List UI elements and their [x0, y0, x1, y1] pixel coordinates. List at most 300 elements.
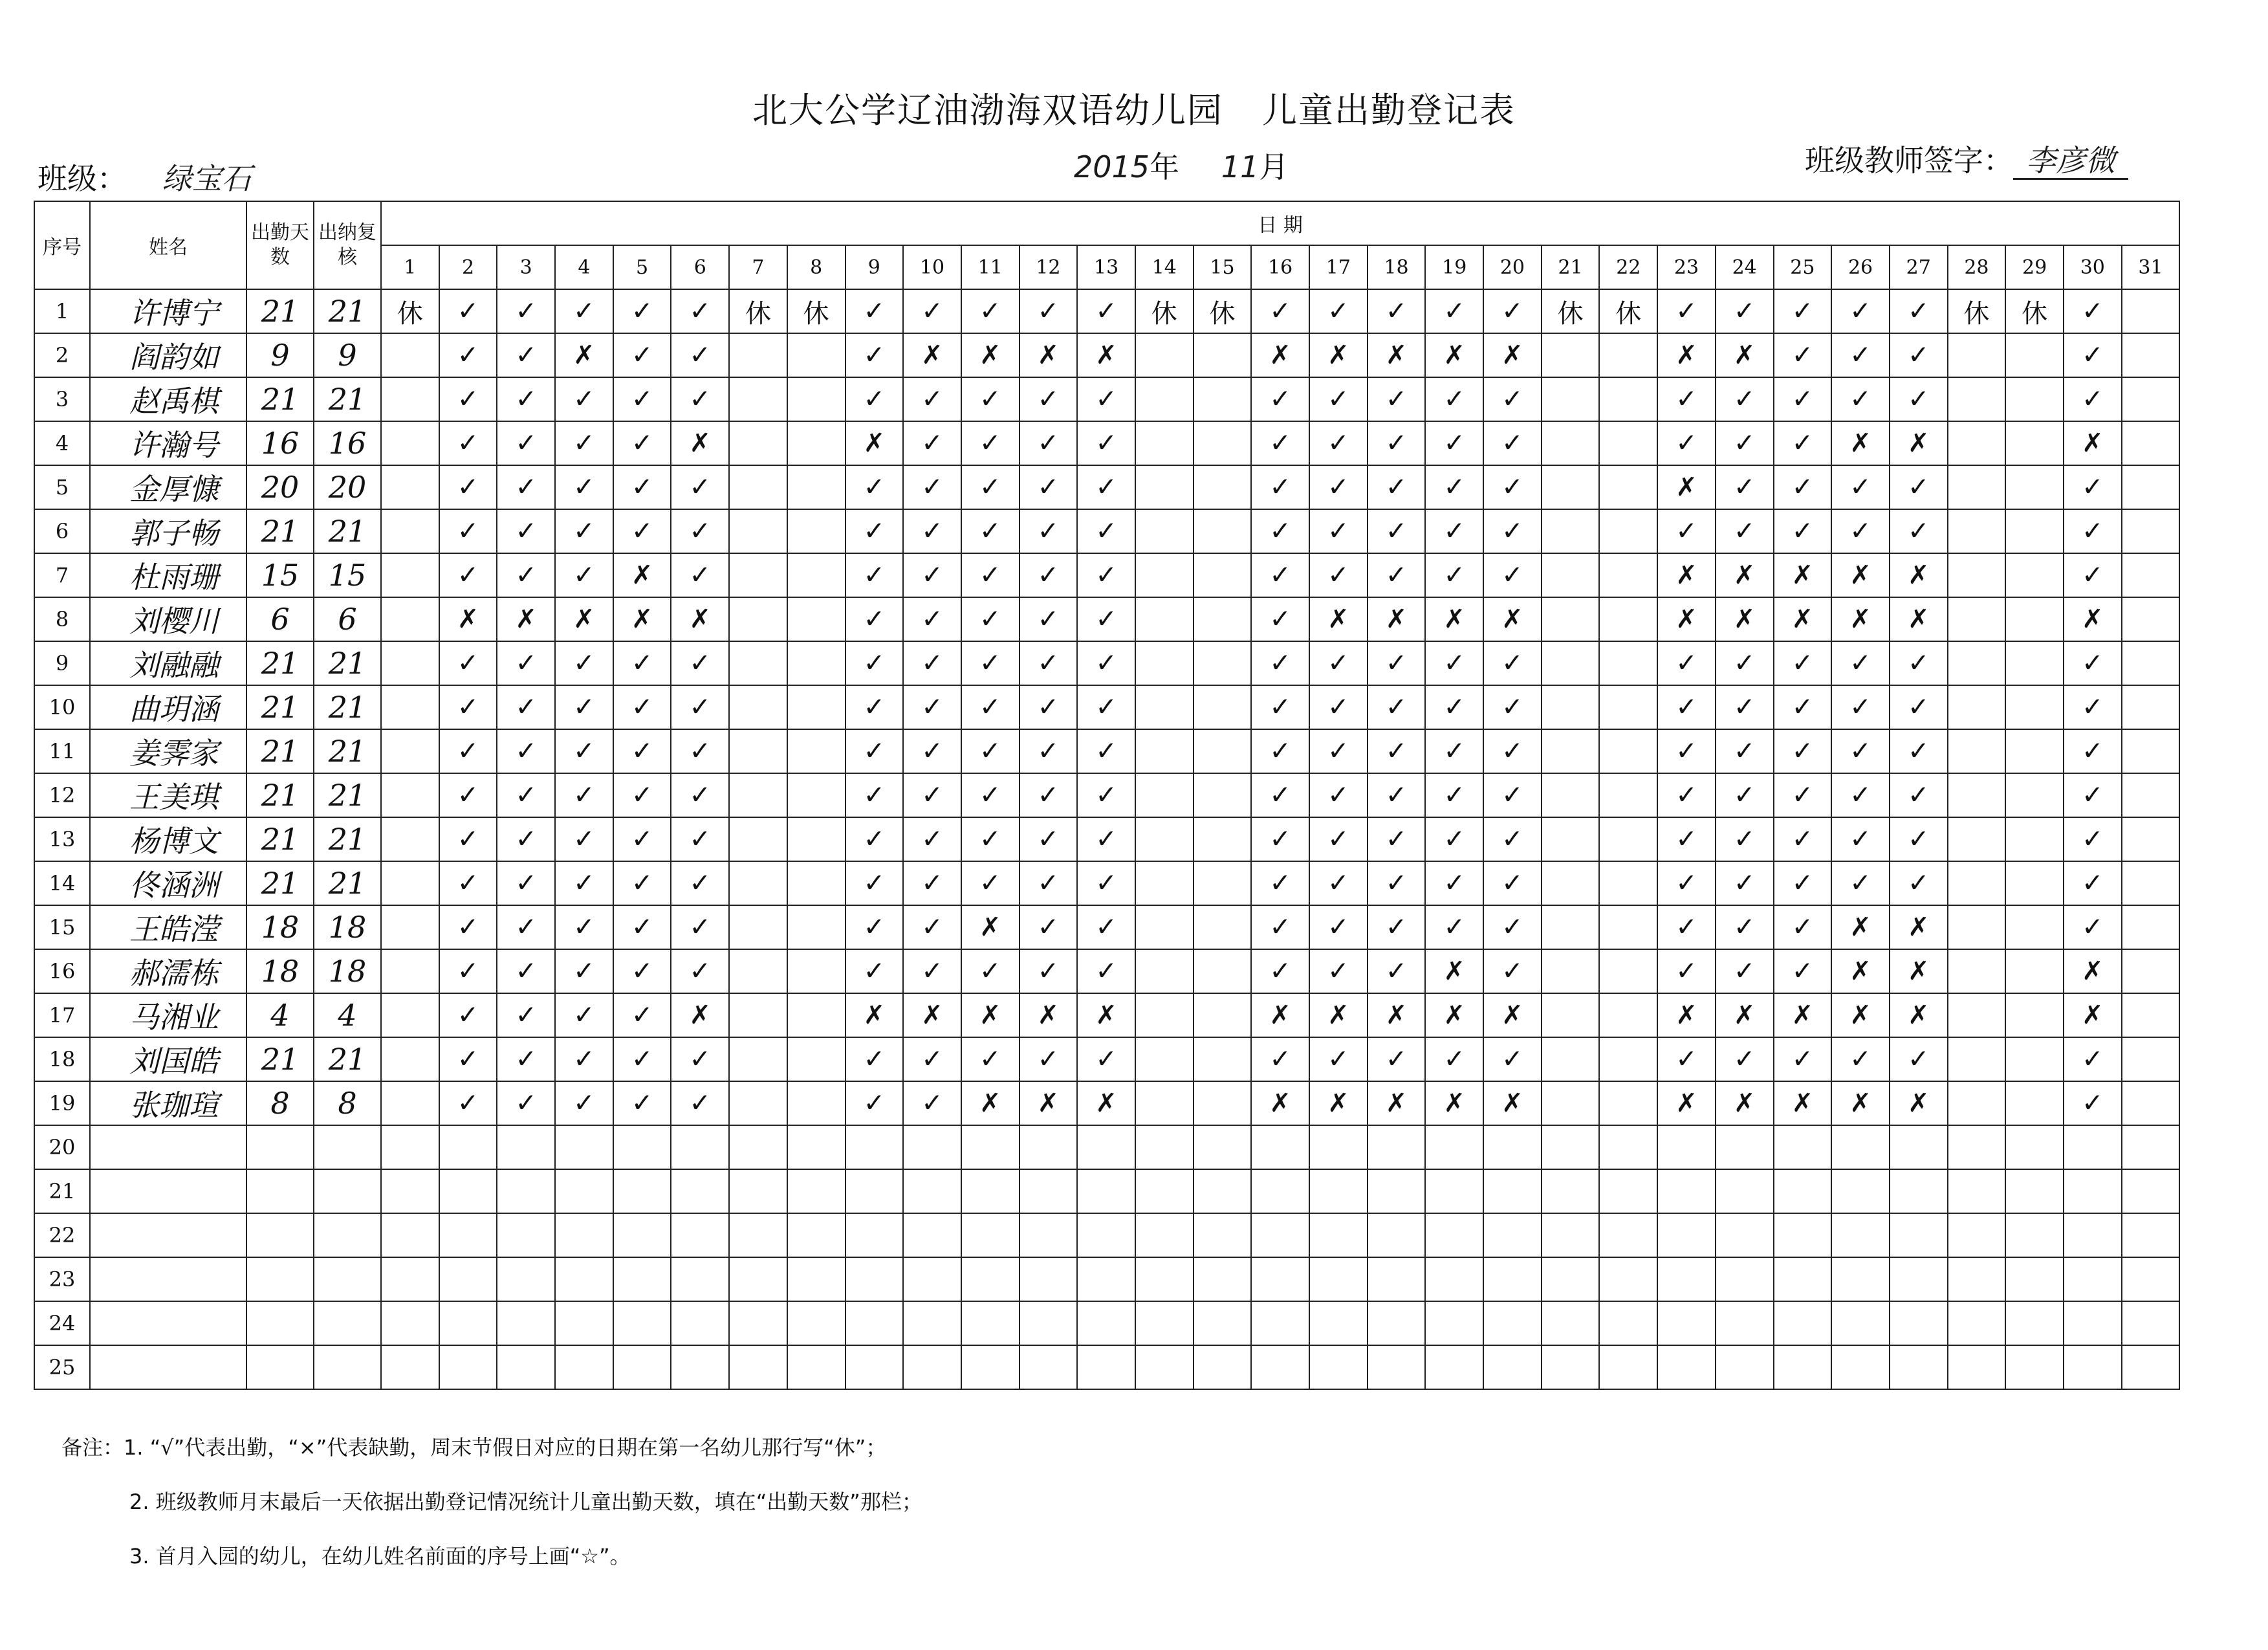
attendance-mark [1831, 1125, 1890, 1169]
attendance-mark [1251, 1345, 1309, 1389]
attendance-mark [1599, 905, 1657, 949]
attendance-mark: ✓ [671, 729, 729, 773]
attendance-mark: ✓ [1020, 377, 1078, 421]
attendance-mark: ✓ [1425, 465, 1483, 509]
row-seq: 13 [34, 817, 90, 861]
attendance-mark [2064, 1301, 2122, 1345]
attendance-mark: ✓ [1483, 773, 1542, 817]
attendance-mark [1542, 905, 1600, 949]
attendance-mark [2005, 1125, 2064, 1169]
attendance-days: 4 [246, 993, 314, 1037]
attendance-mark: ✓ [1077, 773, 1135, 817]
attendance-mark [1194, 641, 1252, 685]
attendance-mark: ✓ [555, 905, 613, 949]
attendance-mark: ✓ [1890, 773, 1948, 817]
attendance-mark [1194, 773, 1252, 817]
attendance-mark [1135, 509, 1194, 553]
attendance-mark [1368, 1345, 1426, 1389]
attendance-mark: ✓ [613, 685, 671, 729]
attendance-mark: ✓ [1425, 1037, 1483, 1081]
attendance-mark [787, 641, 845, 685]
attendance-mark: ✓ [1425, 685, 1483, 729]
row-seq: 6 [34, 509, 90, 553]
attendance-mark: ✓ [497, 509, 555, 553]
row-seq: 18 [34, 1037, 90, 1081]
attendance-mark [729, 729, 787, 773]
day-header: 24 [1716, 245, 1774, 289]
attendance-mark [1948, 377, 2006, 421]
attendance-mark [1077, 1169, 1135, 1213]
attendance-mark: ✗ [1657, 465, 1716, 509]
attendance-mark [1135, 465, 1194, 509]
attendance-mark: ✓ [903, 773, 961, 817]
child-name: 刘樱川 [90, 597, 246, 641]
attendance-mark [1542, 1345, 1600, 1389]
attendance-mark [2005, 685, 2064, 729]
attendance-mark [1542, 1125, 1600, 1169]
attendance-mark: ✓ [1368, 465, 1426, 509]
attendance-mark: ✓ [903, 289, 961, 333]
attendance-days: 9 [246, 333, 314, 377]
attendance-mark [2005, 1213, 2064, 1257]
attendance-mark [1948, 905, 2006, 949]
attendance-mark: ✓ [497, 377, 555, 421]
attendance-mark: ✓ [1309, 905, 1368, 949]
attendance-mark: ✓ [845, 597, 904, 641]
attendance-mark [729, 1037, 787, 1081]
attendance-mark [381, 1345, 439, 1389]
attendance-mark: ✓ [1831, 465, 1890, 509]
attendance-mark [497, 1301, 555, 1345]
attendance-mark [439, 1125, 497, 1169]
review-count: 20 [314, 465, 381, 509]
attendance-mark: ✓ [1774, 1037, 1832, 1081]
attendance-mark: ✓ [903, 949, 961, 993]
attendance-mark [2064, 1213, 2122, 1257]
attendance-mark: ✓ [555, 817, 613, 861]
attendance-mark [381, 1081, 439, 1125]
attendance-mark: ✓ [497, 993, 555, 1037]
attendance-mark [1948, 641, 2006, 685]
attendance-mark: ✓ [1890, 509, 1948, 553]
attendance-mark [1599, 685, 1657, 729]
attendance-mark: ✓ [845, 1037, 904, 1081]
attendance-mark: ✓ [1425, 773, 1483, 817]
attendance-mark: ✓ [1309, 729, 1368, 773]
attendance-mark: ✓ [671, 773, 729, 817]
attendance-mark: ✓ [497, 861, 555, 905]
review-count [314, 1169, 381, 1213]
attendance-mark: ✓ [1309, 377, 1368, 421]
row-seq: 20 [34, 1125, 90, 1169]
attendance-mark [1890, 1301, 1948, 1345]
attendance-mark: ✗ [1657, 553, 1716, 597]
attendance-mark: ✓ [613, 729, 671, 773]
attendance-mark: ✓ [1774, 377, 1832, 421]
day-header: 22 [1599, 245, 1657, 289]
attendance-mark [1542, 685, 1600, 729]
attendance-mark: ✓ [1368, 641, 1426, 685]
attendance-mark [1657, 1257, 1716, 1301]
attendance-mark: ✗ [1774, 1081, 1832, 1125]
attendance-mark [671, 1301, 729, 1345]
review-count: 21 [314, 1037, 381, 1081]
attendance-mark [2005, 1345, 2064, 1389]
attendance-mark [1657, 1345, 1716, 1389]
row-seq: 8 [34, 597, 90, 641]
attendance-mark [787, 1213, 845, 1257]
attendance-mark: ✓ [845, 377, 904, 421]
attendance-mark [1135, 1345, 1194, 1389]
attendance-mark: ✗ [1831, 905, 1890, 949]
attendance-mark: ✓ [961, 465, 1020, 509]
row-seq: 4 [34, 421, 90, 465]
month-value: 11 [1221, 149, 1259, 184]
attendance-mark: ✓ [903, 553, 961, 597]
attendance-mark [381, 465, 439, 509]
attendance-mark: ✓ [1251, 817, 1309, 861]
attendance-mark: ✓ [845, 465, 904, 509]
attendance-mark: ✓ [439, 773, 497, 817]
attendance-mark: ✓ [1483, 421, 1542, 465]
attendance-mark: ✓ [1890, 465, 1948, 509]
form-name: 儿童出勤登记表 [1262, 90, 1516, 131]
attendance-mark [1716, 1125, 1774, 1169]
attendance-mark [1194, 861, 1252, 905]
attendance-mark: ✓ [1890, 333, 1948, 377]
attendance-mark [1716, 1169, 1774, 1213]
attendance-mark [1309, 1125, 1368, 1169]
attendance-days: 21 [246, 1037, 314, 1081]
attendance-mark [903, 1169, 961, 1213]
attendance-mark [2122, 1257, 2180, 1301]
attendance-mark: ✓ [1309, 509, 1368, 553]
attendance-mark: ✓ [903, 729, 961, 773]
attendance-mark [1135, 1169, 1194, 1213]
attendance-mark: ✓ [2064, 1081, 2122, 1125]
attendance-mark: ✗ [1716, 333, 1774, 377]
date-header: 日 期 [381, 201, 2179, 245]
attendance-mark [671, 1345, 729, 1389]
attendance-mark [1135, 1213, 1194, 1257]
attendance-mark: ✓ [1368, 553, 1426, 597]
day-header: 2 [439, 245, 497, 289]
child-name: 杨博文 [90, 817, 246, 861]
child-name: 阎韵如 [90, 333, 246, 377]
attendance-mark: ✓ [845, 817, 904, 861]
attendance-mark: ✓ [2064, 817, 2122, 861]
attendance-mark: ✓ [613, 641, 671, 685]
attendance-mark: ✗ [1483, 993, 1542, 1037]
attendance-mark [1948, 817, 2006, 861]
attendance-mark [1948, 861, 2006, 905]
attendance-mark: ✓ [671, 641, 729, 685]
attendance-mark: ✓ [439, 509, 497, 553]
attendance-mark: ✓ [1483, 861, 1542, 905]
attendance-mark: ✓ [1251, 905, 1309, 949]
attendance-mark: 休 [729, 289, 787, 333]
attendance-mark: ✓ [1077, 905, 1135, 949]
attendance-mark [1020, 1301, 1078, 1345]
attendance-days: 15 [246, 553, 314, 597]
attendance-mark: ✓ [1368, 861, 1426, 905]
attendance-mark: ✓ [613, 1037, 671, 1081]
attendance-mark: ✓ [961, 421, 1020, 465]
attendance-mark [1135, 597, 1194, 641]
attendance-mark: ✓ [555, 773, 613, 817]
attendance-mark: ✓ [1251, 729, 1309, 773]
row-seq: 11 [34, 729, 90, 773]
attendance-mark: ✗ [1716, 1081, 1774, 1125]
attendance-mark: ✓ [1831, 685, 1890, 729]
attendance-mark [381, 1125, 439, 1169]
attendance-mark [1077, 1301, 1135, 1345]
attendance-mark [497, 1125, 555, 1169]
attendance-mark [1135, 817, 1194, 861]
attendance-mark [2122, 817, 2180, 861]
attendance-mark: ✓ [2064, 729, 2122, 773]
attendance-mark [1542, 1037, 1600, 1081]
attendance-mark: ✓ [2064, 289, 2122, 333]
class-value: 绿宝石 [162, 161, 252, 196]
attendance-mark: ✓ [1251, 1037, 1309, 1081]
attendance-mark: ✓ [1425, 289, 1483, 333]
attendance-mark: ✓ [903, 509, 961, 553]
attendance-mark [1948, 685, 2006, 729]
attendance-mark [787, 377, 845, 421]
attendance-mark [729, 685, 787, 729]
attendance-mark: ✗ [1831, 597, 1890, 641]
attendance-mark: ✓ [1716, 1037, 1774, 1081]
attendance-mark [787, 465, 845, 509]
day-header: 14 [1135, 245, 1194, 289]
review-count: 18 [314, 949, 381, 993]
attendance-mark [2005, 553, 2064, 597]
attendance-mark [1194, 1345, 1252, 1389]
attendance-mark: ✓ [1774, 333, 1832, 377]
attendance-mark: ✓ [613, 861, 671, 905]
attendance-mark: ✓ [1251, 685, 1309, 729]
attendance-mark: ✗ [1716, 553, 1774, 597]
attendance-mark: ✓ [1657, 949, 1716, 993]
row-seq: 10 [34, 685, 90, 729]
attendance-mark: ✓ [1657, 1037, 1716, 1081]
attendance-mark: ✓ [1657, 289, 1716, 333]
attendance-mark: ✗ [555, 597, 613, 641]
attendance-mark [729, 1081, 787, 1125]
child-name [90, 1345, 246, 1389]
day-header: 26 [1831, 245, 1890, 289]
attendance-mark: ✗ [1483, 597, 1542, 641]
attendance-mark [903, 1125, 961, 1169]
row-seq: 14 [34, 861, 90, 905]
day-header: 6 [671, 245, 729, 289]
attendance-days: 21 [246, 861, 314, 905]
table-row [34, 509, 2179, 553]
attendance-mark: ✓ [1077, 465, 1135, 509]
attendance-mark: ✓ [1309, 817, 1368, 861]
attendance-mark [1194, 817, 1252, 861]
review-count: 21 [314, 861, 381, 905]
attendance-mark [1194, 949, 1252, 993]
teacher-signature: 李彦微 [2013, 143, 2128, 180]
attendance-mark [1657, 1125, 1716, 1169]
attendance-mark [1309, 1169, 1368, 1213]
attendance-mark: 休 [1948, 289, 2006, 333]
attendance-mark: ✓ [671, 685, 729, 729]
attendance-mark: ✓ [1020, 817, 1078, 861]
day-header: 5 [613, 245, 671, 289]
class-label: 班级： [38, 161, 127, 196]
row-seq: 9 [34, 641, 90, 685]
attendance-mark [1020, 1125, 1078, 1169]
attendance-mark: ✓ [1020, 509, 1078, 553]
attendance-mark: ✗ [1077, 333, 1135, 377]
attendance-mark [1251, 1257, 1309, 1301]
attendance-mark [555, 1301, 613, 1345]
attendance-mark [787, 817, 845, 861]
attendance-mark [1425, 1125, 1483, 1169]
attendance-mark: ✓ [1774, 729, 1832, 773]
attendance-mark [1542, 553, 1600, 597]
attendance-mark: ✓ [1368, 729, 1426, 773]
attendance-mark [2122, 333, 2180, 377]
attendance-mark: ✗ [1890, 597, 1948, 641]
attendance-mark: ✓ [2064, 685, 2122, 729]
attendance-mark: ✓ [1309, 1037, 1368, 1081]
attendance-mark: ✓ [1425, 817, 1483, 861]
attendance-mark [497, 1213, 555, 1257]
attendance-mark: ✓ [1251, 641, 1309, 685]
attendance-mark: ✓ [1020, 685, 1078, 729]
attendance-mark [1194, 1125, 1252, 1169]
attendance-mark: ✓ [555, 421, 613, 465]
attendance-mark [2005, 949, 2064, 993]
attendance-mark: ✗ [439, 597, 497, 641]
attendance-mark: ✓ [1309, 421, 1368, 465]
review-count: 6 [314, 597, 381, 641]
attendance-mark [2005, 729, 2064, 773]
child-name [90, 1213, 246, 1257]
attendance-mark [1135, 1125, 1194, 1169]
attendance-mark: ✗ [1831, 553, 1890, 597]
attendance-mark: ✓ [555, 729, 613, 773]
attendance-mark [787, 597, 845, 641]
attendance-mark: ✓ [903, 465, 961, 509]
attendance-mark [1135, 685, 1194, 729]
attendance-mark: ✗ [1425, 333, 1483, 377]
class-field [38, 155, 252, 198]
attendance-mark: ✓ [1831, 333, 1890, 377]
attendance-mark [2005, 1081, 2064, 1125]
row-seq: 24 [34, 1301, 90, 1345]
attendance-mark [1774, 1125, 1832, 1169]
attendance-mark [1599, 465, 1657, 509]
attendance-mark: ✓ [555, 641, 613, 685]
attendance-mark [961, 1257, 1020, 1301]
attendance-mark [2005, 597, 2064, 641]
attendance-days: 21 [246, 377, 314, 421]
review-count: 21 [314, 289, 381, 333]
attendance-mark [1599, 861, 1657, 905]
attendance-mark: ✗ [1657, 993, 1716, 1037]
attendance-mark [903, 1213, 961, 1257]
attendance-mark: ✓ [439, 949, 497, 993]
day-header: 30 [2064, 245, 2122, 289]
child-name [90, 1125, 246, 1169]
attendance-mark [1716, 1213, 1774, 1257]
attendance-mark: ✗ [1831, 421, 1890, 465]
attendance-mark: ✓ [961, 685, 1020, 729]
attendance-mark [2064, 1125, 2122, 1169]
attendance-mark [1135, 553, 1194, 597]
attendance-mark [497, 1169, 555, 1213]
attendance-mark [381, 1037, 439, 1081]
attendance-mark: ✓ [613, 421, 671, 465]
day-header: 16 [1251, 245, 1309, 289]
attendance-mark [1599, 1081, 1657, 1125]
attendance-mark: ✗ [1890, 905, 1948, 949]
review-count [314, 1345, 381, 1389]
attendance-mark [1542, 377, 1600, 421]
attendance-mark: ✓ [671, 289, 729, 333]
attendance-mark [1483, 1125, 1542, 1169]
attendance-days: 21 [246, 289, 314, 333]
attendance-mark: ✗ [1251, 993, 1309, 1037]
remark-2: 2. 班级教师月末最后一天依据出勤登记情况统计儿童出勤天数，填在“出勤天数”那栏； [129, 1490, 922, 1514]
attendance-mark [1657, 1169, 1716, 1213]
attendance-mark: ✗ [1020, 1081, 1078, 1125]
attendance-mark [729, 1257, 787, 1301]
attendance-mark: ✓ [1716, 641, 1774, 685]
attendance-mark: ✓ [1831, 377, 1890, 421]
review-count [314, 1125, 381, 1169]
attendance-mark: ✓ [671, 861, 729, 905]
attendance-mark [555, 1213, 613, 1257]
attendance-mark [1135, 1037, 1194, 1081]
attendance-mark [1599, 421, 1657, 465]
attendance-mark: ✓ [1716, 949, 1774, 993]
attendance-mark [671, 1169, 729, 1213]
attendance-mark: ✓ [1774, 685, 1832, 729]
attendance-mark [1831, 1169, 1890, 1213]
attendance-mark [1542, 465, 1600, 509]
attendance-mark [1309, 1301, 1368, 1345]
table-row [34, 333, 2179, 377]
attendance-mark: ✗ [1309, 993, 1368, 1037]
day-header: 31 [2122, 245, 2180, 289]
day-header: 8 [787, 245, 845, 289]
attendance-mark: ✓ [961, 553, 1020, 597]
review-count: 9 [314, 333, 381, 377]
attendance-mark [2005, 861, 2064, 905]
attendance-mark [845, 1125, 904, 1169]
review-header: 出纳复核 [314, 201, 381, 289]
attendance-mark [1542, 861, 1600, 905]
attendance-mark: ✓ [1309, 553, 1368, 597]
table-row [34, 817, 2179, 861]
attendance-mark: ✓ [1309, 861, 1368, 905]
attendance-mark: ✓ [1425, 905, 1483, 949]
attendance-mark [787, 421, 845, 465]
attendance-days: 21 [246, 773, 314, 817]
attendance-mark: ✓ [439, 553, 497, 597]
child-name [90, 1169, 246, 1213]
attendance-mark: ✓ [961, 861, 1020, 905]
attendance-mark: ✓ [1077, 685, 1135, 729]
attendance-mark [1890, 1125, 1948, 1169]
attendance-mark [1948, 509, 2006, 553]
